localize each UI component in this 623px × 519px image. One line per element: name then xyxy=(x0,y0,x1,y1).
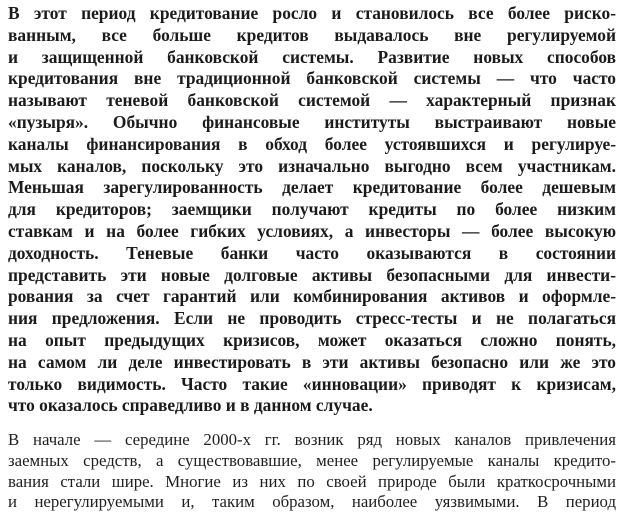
text-line: «пузыря». Обычно финансовые институты выстраивают новые xyxy=(8,111,616,132)
text-line: В начале — середине 2000-х гг. возник ряд новых каналов привлечения xyxy=(8,430,616,450)
text-line: каналы финансирования в обход более устоявшихся и регулируе- xyxy=(8,133,616,154)
text-line: вания стали шире. Многие из них по своей природе были краткосрочными xyxy=(8,471,616,491)
text-line: что оказалось справедливо и в данном случае. xyxy=(8,395,373,416)
text-line: для кредиторов; заемщики получают кредиты по более низким xyxy=(8,199,616,220)
text-line: и защищенной банковской системы. Развитие новых способов xyxy=(8,46,616,67)
text-line: Меньшая зарегулированность делает кредитование более дешевым xyxy=(8,177,616,198)
text-line: рования за счет гарантий или комбинирования активов и оформле- xyxy=(8,286,616,307)
text-line: мых каналов, поскольку это изначально выгодно всем участникам. xyxy=(8,155,616,176)
paragraph-body xyxy=(8,430,616,513)
text-line: доходность. Теневые банки часто оказываются в состоянии xyxy=(8,242,616,263)
text-line: ванным, все больше кредитов выдавалось вне регулируемой xyxy=(8,24,616,45)
text-line: только видимость. Часто такие «инновации» приводят к кризисам, xyxy=(8,373,616,394)
text-line: на самом ли деле инвестировать в эти активы безопасно или же это xyxy=(8,351,616,372)
text-line: представить эти новые долговые активы безопасными для инвести- xyxy=(8,264,616,285)
text-line: ния предложения. Если не проводить стресс-тесты и не полагаться xyxy=(8,308,616,329)
paragraph-bold-lead xyxy=(8,3,616,417)
text-line: В этот период кредитование росло и становилось все более риско- xyxy=(8,3,616,23)
text-line: заемных средств, а существовавшие, менее регулируемые каналы кредито- xyxy=(8,450,616,470)
text-line: кредитования вне традиционной банковской системы — что часто xyxy=(8,68,616,89)
text-line: ставкам и на более гибких условиях, а инвесторы — более высокую xyxy=(8,220,616,241)
text-line: и нерегулируемыми и, таким образом, наиболее уязвимыми. В период xyxy=(8,492,616,512)
text-line: на опыт предыдущих кризисов, может оказаться сложно понять, xyxy=(8,329,616,350)
text-line: называют теневой банковской системой — характерный признак xyxy=(8,90,616,111)
